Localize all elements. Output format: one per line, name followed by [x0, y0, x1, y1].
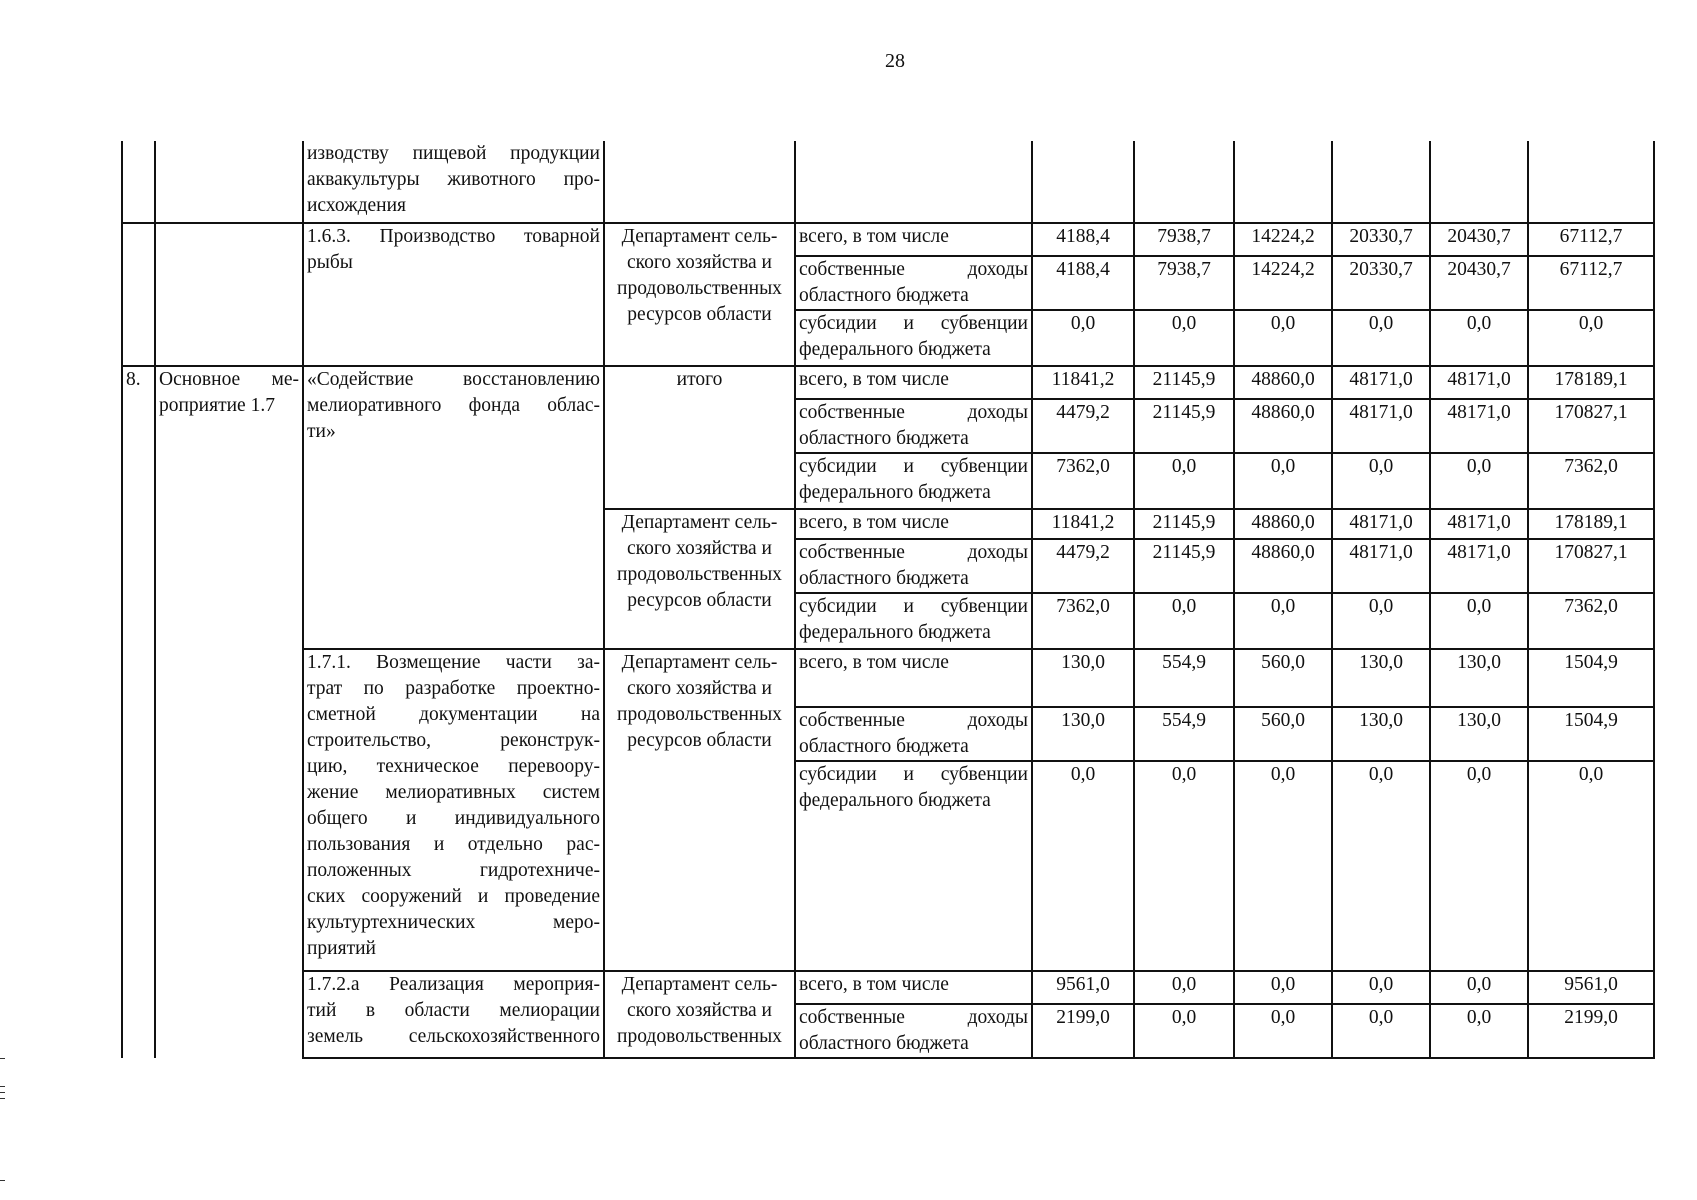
cell-value: 0,0 [1430, 761, 1528, 971]
cell-value: 0,0 [1134, 593, 1234, 649]
scan-margin-mark [0, 1058, 5, 1059]
table-row [122, 971, 1654, 1004]
cell-value: 0,0 [1332, 593, 1430, 649]
cell-source: собственные доходы областного бюджета [795, 1004, 1032, 1058]
cell-label [155, 141, 303, 223]
cell-value: 0,0 [1430, 310, 1528, 366]
cell-value: 48860,0 [1234, 509, 1332, 539]
cell-value: 1504,9 [1528, 649, 1654, 707]
cell-value: 0,0 [1430, 1004, 1528, 1058]
cell-value: 9561,0 [1032, 971, 1134, 1004]
cell-value: 554,9 [1134, 707, 1234, 761]
cell-value: 130,0 [1032, 649, 1134, 707]
table-row [122, 141, 1654, 223]
cell-value: 21145,9 [1134, 366, 1234, 399]
cell-source: субсидии и субвенции федерального бюджета [795, 453, 1032, 509]
cell-value: 7362,0 [1528, 453, 1654, 509]
cell-value: 0,0 [1332, 453, 1430, 509]
cell-value: 0,0 [1134, 453, 1234, 509]
cell-source: собственные доходы областного бюджета [795, 707, 1032, 761]
cell-value: 130,0 [1332, 649, 1430, 707]
cell-value: 7938,7 [1134, 223, 1234, 256]
table-row [122, 366, 1654, 399]
cell-value: 0,0 [1332, 971, 1430, 1004]
cell-value: 0,0 [1234, 453, 1332, 509]
cell-value: 4188,4 [1032, 256, 1134, 310]
cell-value: 4479,2 [1032, 539, 1134, 593]
cell-no: 8. [122, 366, 155, 1058]
cell-value: 9561,0 [1528, 971, 1654, 1004]
cell-value: 20430,7 [1430, 256, 1528, 310]
scan-margin-mark [0, 1180, 5, 1181]
program-table [121, 141, 1655, 1059]
cell-value: 0,0 [1430, 453, 1528, 509]
cell-value: 130,0 [1032, 707, 1134, 761]
cell-source: собственные доходы областного бюджета [795, 256, 1032, 310]
cell-executor: Департамент сель- ского хозяйства и продовольственных ресурсов области [604, 649, 795, 971]
cell-value: 7938,7 [1134, 256, 1234, 310]
cell-value: 0,0 [1134, 761, 1234, 971]
table-row [122, 223, 1654, 256]
cell-value: 21145,9 [1134, 539, 1234, 593]
cell-value: 170827,1 [1528, 399, 1654, 453]
cell-value: 7362,0 [1032, 453, 1134, 509]
cell-value: 0,0 [1528, 761, 1654, 971]
cell-source: субсидии и субвенции федерального бюджета [795, 593, 1032, 649]
cell-value: 48171,0 [1430, 539, 1528, 593]
cell-value: 0,0 [1234, 310, 1332, 366]
cell-value: 20330,7 [1332, 256, 1430, 310]
cell-value: 0,0 [1234, 971, 1332, 1004]
cell-value: 48171,0 [1332, 366, 1430, 399]
cell-source: всего, в том числе [795, 509, 1032, 539]
cell-value: 14224,2 [1234, 256, 1332, 310]
cell-value: 48171,0 [1332, 509, 1430, 539]
cell-executor: Департамент сель- ского хозяйства и продовольственных [604, 971, 795, 1058]
page-number: 28 [885, 50, 905, 72]
cell-value: 2199,0 [1032, 1004, 1134, 1058]
cell-value: 67112,7 [1528, 256, 1654, 310]
cell-executor [604, 141, 795, 223]
cell-value: 4188,4 [1032, 223, 1134, 256]
scan-margin-mark [0, 1086, 5, 1087]
cell-value: 4479,2 [1032, 399, 1134, 453]
cell-source: субсидии и субвенции федерального бюджета [795, 761, 1032, 971]
cell-source: собственные доходы областного бюджета [795, 399, 1032, 453]
scan-margin-mark [0, 1098, 5, 1099]
cell-value: 0,0 [1134, 1004, 1234, 1058]
cell-value: 1504,9 [1528, 707, 1654, 761]
cell-executor: Департамент сель- ского хозяйства и продовольственных ресурсов области [604, 509, 795, 649]
cell-value: 48860,0 [1234, 399, 1332, 453]
cell-source: всего, в том числе [795, 649, 1032, 707]
cell-value: 48860,0 [1234, 366, 1332, 399]
cell-measure-text: «Содействие восстановлению мелиоративного фонда облас- ти» [303, 366, 604, 649]
cell-measure-text: 1.6.3. Производство товарной рыбы [303, 223, 604, 366]
cell-value: 2199,0 [1528, 1004, 1654, 1058]
cell-value: 170827,1 [1528, 539, 1654, 593]
cell-value: 0,0 [1528, 310, 1654, 366]
cell-value: 130,0 [1430, 649, 1528, 707]
cell-value: 560,0 [1234, 707, 1332, 761]
cell-value: 0,0 [1134, 310, 1234, 366]
scan-margin-mark [0, 1092, 5, 1093]
cell-value: 0,0 [1234, 593, 1332, 649]
cell-value: 0,0 [1032, 761, 1134, 971]
cell-value: 7362,0 [1032, 593, 1134, 649]
cell-source: всего, в том числе [795, 971, 1032, 1004]
table-row [122, 649, 1654, 707]
cell-value: 0,0 [1234, 761, 1332, 971]
cell-value: 48171,0 [1430, 509, 1528, 539]
cell-value: 0,0 [1234, 1004, 1332, 1058]
cell-value: 0,0 [1332, 761, 1430, 971]
cell-value: 130,0 [1332, 707, 1430, 761]
cell-source: субсидии и субвенции федерального бюджета [795, 310, 1032, 366]
cell-value: 21145,9 [1134, 509, 1234, 539]
cell-value: 67112,7 [1528, 223, 1654, 256]
cell-value: 21145,9 [1134, 399, 1234, 453]
cell-source: всего, в том числе [795, 366, 1032, 399]
cell-value: 0,0 [1332, 310, 1430, 366]
cell-value: 554,9 [1134, 649, 1234, 707]
cell-value: 48171,0 [1430, 366, 1528, 399]
cell-value: 20430,7 [1430, 223, 1528, 256]
cell-value: 130,0 [1430, 707, 1528, 761]
cell-value: 48171,0 [1332, 539, 1430, 593]
cell-value: 48860,0 [1234, 539, 1332, 593]
cell-value: 0,0 [1430, 593, 1528, 649]
cell-value: 20330,7 [1332, 223, 1430, 256]
cell-value: 0,0 [1430, 971, 1528, 1004]
cell-source [795, 141, 1032, 223]
cell-measure-text: изводству пищевой продукции аквакультуры животного про- исхождения [303, 141, 604, 223]
cell-value: 14224,2 [1234, 223, 1332, 256]
cell-source: всего, в том числе [795, 223, 1032, 256]
cell-value: 0,0 [1134, 971, 1234, 1004]
cell-label: Основное ме- роприятие 1.7 [155, 366, 303, 1058]
cell-value: 48171,0 [1332, 399, 1430, 453]
cell-value: 0,0 [1032, 310, 1134, 366]
cell-measure-text: 1.7.2.а Реализация мероприя- тий в области мелиорации земель сельскохозяйственного [303, 971, 604, 1058]
cell-value: 7362,0 [1528, 593, 1654, 649]
cell-executor: итого [604, 366, 795, 509]
cell-value: 48171,0 [1430, 399, 1528, 453]
cell-value: 0,0 [1332, 1004, 1430, 1058]
cell-no [122, 141, 155, 223]
cell-value: 178189,1 [1528, 366, 1654, 399]
cell-value: 178189,1 [1528, 509, 1654, 539]
cell-value: 560,0 [1234, 649, 1332, 707]
cell-source: собственные доходы областного бюджета [795, 539, 1032, 593]
cell-measure-text: 1.7.1. Возмещение части за- трат по разработке проектно- сметной документации на строительство, реконструк- цию, техническое перевоору- жение мелиоративных систем общего и индивидуального пользования и отдельно рас- положенных гидротехниче- ских сооружений и проведение культуртехнических меро- приятий [303, 649, 604, 971]
cell-value: 11841,2 [1032, 366, 1134, 399]
cell-value: 11841,2 [1032, 509, 1134, 539]
cell-executor: Департамент сель- ского хозяйства и продовольственных ресурсов области [604, 223, 795, 366]
